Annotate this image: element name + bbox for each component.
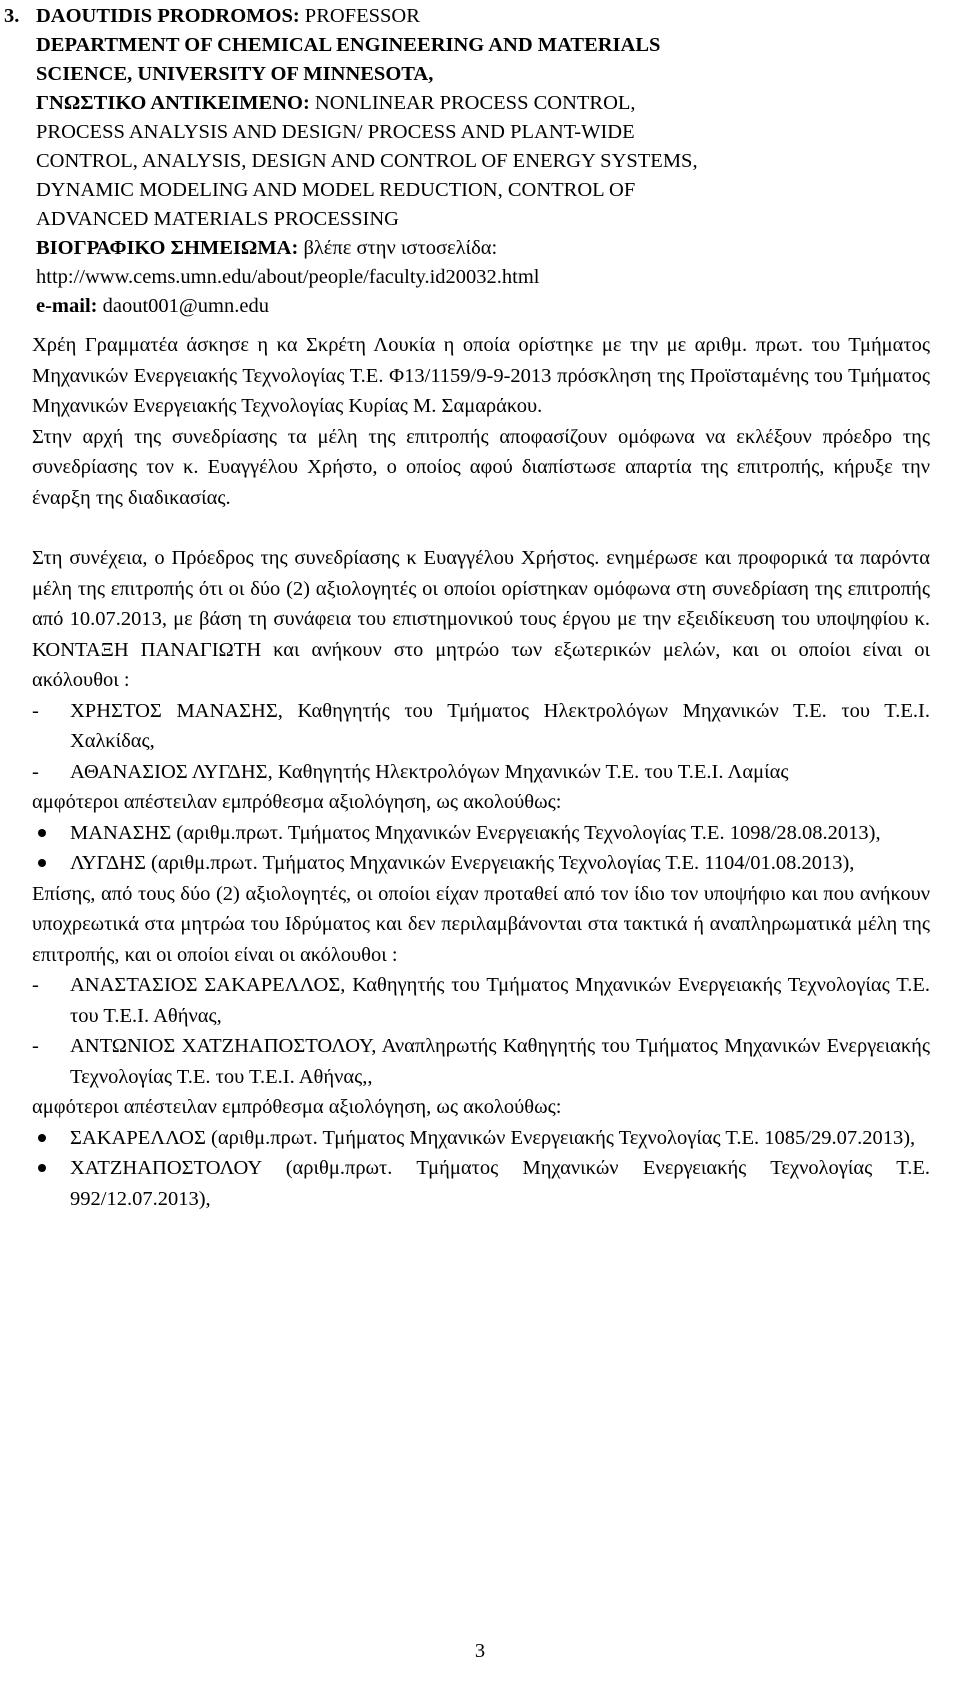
reviewer-text: ΑΘΑΝΑΣΙΟΣ ΛΥΓΔΗΣ, Καθηγητής Ηλεκτρολόγων Μηχανικών Τ.Ε. του Τ.Ε.Ι. Λαμίας xyxy=(70,760,789,783)
bullet-icon xyxy=(32,1123,70,1154)
spacer xyxy=(32,513,930,543)
field-label: ΓΝΩΣΤΙΚΟ ΑΝΤΙΚΕΙΜΕΝΟ: xyxy=(36,92,310,114)
chair-election-paragraph: Στην αρχή της συνεδρίασης τα μέλη της επιτροπής αποφασίζουν ομόφωνα να εκλέξουν πρόεδρο της συνεδρίασης τον κ. Ευαγγέλου Χρήστο, ο οποίος αφού διαπίστωσε απαρτία της επιτροπής, κήρυξε την έναρξη της διαδικασίας. xyxy=(32,425,930,509)
department-line-2: SCIENCE, UNIVERSITY OF MINNESOTA, xyxy=(36,63,434,85)
page-number: 3 xyxy=(474,1640,486,1662)
review-text: ΜΑΝΑΣΗΣ (αριθμ.πρωτ. Τμήματος Μηχανικών Ενεργειακής Τεχνολογίας Τ.Ε. 1098/28.08.2013), xyxy=(70,821,881,844)
review-text: ΣΑΚΑΡΕΛΛΟΣ (αριθμ.πρωτ. Τμήματος Μηχανικών Ενεργειακής Τεχνολογίας Τ.Ε. 1085/29.07.2013), xyxy=(70,1126,916,1149)
dash-marker: - xyxy=(32,760,39,783)
field-line-1 xyxy=(4,89,954,118)
member-rank: PROFESSOR xyxy=(299,5,420,27)
department-line-1: DEPARTMENT OF CHEMICAL ENGINEERING AND MATERIALS xyxy=(36,34,661,56)
reviews-intro-2: αμφότεροι απέστειλαν εμπρόθεσμα αξιολόγηση, ως ακολούθως: xyxy=(32,1096,562,1118)
minutes-body xyxy=(32,330,930,1214)
dash-marker: - xyxy=(32,699,39,722)
list-item xyxy=(32,1031,930,1092)
review-text: ΛΥΓΔΗΣ (αριθμ.πρωτ. Τμήματος Μηχανικών Ενεργειακής Τεχνολογίας Τ.Ε. 1104/01.08.2013), xyxy=(70,852,855,874)
reviewer-text: ΑΝΤΩΝΙΟΣ ΧΑΤΖΗΑΠΟΣΤΟΛΟΥ, Αναπληρωτής Καθηγητής του Τμήματος Μηχανικών Ενεργειακής Τεχνολογίας Τ.Ε. του Τ.Ε.Ι. Αθήνας,, xyxy=(70,1035,930,1088)
field-line-2: PROCESS ANALYSIS AND DESIGN/ PROCESS AND PLANT-WIDE xyxy=(36,121,635,143)
list-item xyxy=(32,1153,930,1214)
member-header xyxy=(4,2,954,321)
field-line-3: CONTROL, ANALYSIS, DESIGN AND CONTROL OF ENERGY SYSTEMS, xyxy=(36,150,698,172)
list-item xyxy=(32,696,930,757)
bio-text: βλέπε στην ιστοσελίδα: xyxy=(298,237,498,259)
list-item xyxy=(32,1123,930,1154)
email-address[interactable]: daout001@umn.edu xyxy=(97,295,269,317)
member-name-line xyxy=(4,2,954,31)
review-text: ΧΑΤΖΗΑΠΟΣΤΟΛΟΥ (αριθμ.πρωτ. Τμήματος Μηχανικών Ενεργειακής Τεχνολογίας Τ.Ε. 992/12.07.2013), xyxy=(70,1157,930,1210)
email-label: e-mail: xyxy=(36,295,98,317)
member-number: 3. xyxy=(4,5,20,27)
field-line-4: DYNAMIC MODELING AND MODEL REDUCTION, CONTROL OF xyxy=(36,179,636,201)
list-item xyxy=(32,818,930,849)
bio-url[interactable]: http://www.cems.umn.edu/about/people/faculty.id20032.html xyxy=(36,266,540,288)
list-item xyxy=(32,757,930,788)
bio-label: ΒΙΟΓΡΑΦΙΚΟ ΣΗΜΕΙΩΜΑ: xyxy=(36,237,299,259)
dash-marker: - xyxy=(32,1035,39,1057)
reviewer-text: ΑΝΑΣΤΑΣΙΟΣ ΣΑΚΑΡΕΛΛΟΣ, Καθηγητής του Τμήματος Μηχανικών Ενεργειακής Τεχνολογίας Τ.Ε. του Τ.Ε.Ι. Αθήνας, xyxy=(70,974,930,1027)
secretary-paragraph: Χρέη Γραμματέα άσκησε η κα Σκρέτη Λουκία η οποία ορίστηκε με την με αριθμ. πρωτ. του Τμήματος Μηχανικών Ενεργειακής Τεχνολογίας Τ.Ε. Φ13/1159/9-9-2013 πρόσκληση της Προϊσταμένης του Τμήματος Μηχανικών Ενεργειακής Τεχνολογίας Κυρίας Μ. Σαμαράκου. xyxy=(32,334,930,417)
candidate-reviewers-paragraph: Επίσης, από τους δύο (2) αξιολογητές, οι οποίοι είχαν προταθεί από τον ίδιο τον υποψήφιο και που ανήκουν υποχρεωτικά στα μητρώα του Ιδρύματος και δεν περιλαμβάνονται στα τακτικά ή αναπληρωματικά μέλη της επιτροπής, και οι οποίοι είναι οι ακόλουθοι : xyxy=(32,882,930,966)
dash-marker: - xyxy=(32,974,39,996)
reviewer-text: ΧΡΗΣΤΟΣ ΜΑΝΑΣΗΣ, Καθηγητής του Τμήματος Ηλεκτρολόγων Μηχανικών Τ.Ε. του Τ.Ε.Ι. Χαλκίδας, xyxy=(70,699,930,752)
member-name-label: DAOUTIDIS PRODROMOS: xyxy=(36,5,300,27)
bio-line xyxy=(4,234,954,263)
list-item xyxy=(32,848,930,879)
external-reviewers-paragraph: Στη συνέχεια, ο Πρόεδρος της συνεδρίασης κ Ευαγγέλου Χρήστος. ενημέρωσε και προφορικά τα παρόντα μέλη της επιτροπής ότι οι δύο (2) αξιολογητές οι οποίοι ορίστηκαν ομόφωνα στη συνεδρίαση της επιτροπής από 10.07.2013, με βάση τη συνάφεια του επιστημονικού τους έργου με την εξειδίκευση του υποψηφίου κ. ΚΟΝΤΑΞΗ ΠΑΝΑΓΙΩΤΗ και ανήκουν στο μητρώο των εξωτερικών μελών, και οι οποίοι είναι οι ακόλουθοι : xyxy=(32,547,930,691)
email-line xyxy=(4,292,954,321)
field-text: NONLINEAR PROCESS CONTROL, xyxy=(309,92,636,114)
field-line-5: ADVANCED MATERIALS PROCESSING xyxy=(36,208,399,230)
bullet-icon xyxy=(32,818,70,849)
reviews-intro-1: αμφότεροι απέστειλαν εμπρόθεσμα αξιολόγηση, ως ακολούθως: xyxy=(32,791,562,813)
list-item xyxy=(32,970,930,1031)
bullet-icon xyxy=(32,1153,70,1214)
bullet-icon xyxy=(32,848,70,879)
